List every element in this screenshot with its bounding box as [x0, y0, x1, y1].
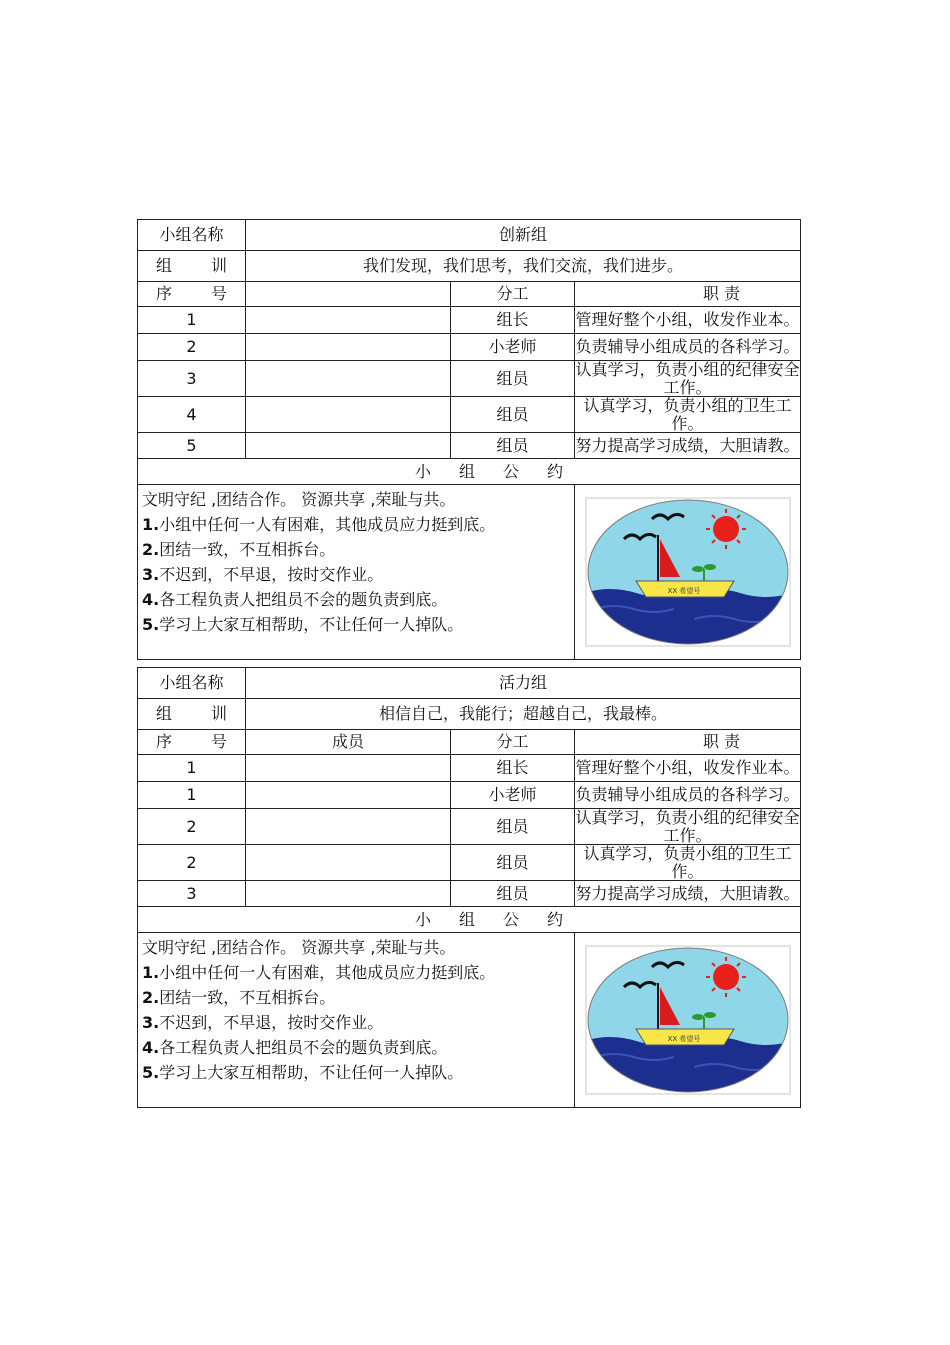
row-seq: 1 — [138, 782, 246, 809]
pact-item — [142, 512, 570, 537]
pact-item — [142, 960, 570, 985]
group-card — [137, 219, 801, 660]
emblem-cell — [575, 485, 801, 660]
pact-item-number: 5. — [142, 615, 160, 635]
row-duty: 认真学习，负责小组的卫生工作。 — [575, 845, 801, 881]
pact-item-number: 4. — [142, 1038, 160, 1058]
pact-title-char: 约 — [547, 462, 564, 482]
pact-item-number: 2. — [142, 540, 160, 560]
row-duty: 负责辅导小组成员的各科学习。 — [575, 782, 801, 809]
table-row — [138, 755, 801, 782]
row-role: 小老师 — [451, 334, 575, 361]
group-name: 创新组 — [246, 220, 801, 251]
row-role: 组员 — [451, 881, 575, 907]
pact-item-text: 小组中任何一人有困难，其他成员应力挺到底。 — [159, 515, 496, 535]
group-name-label: 小组名称 — [138, 220, 246, 251]
group-name-row — [138, 220, 801, 251]
row-seq: 4 — [138, 397, 246, 433]
table-header-row — [138, 730, 801, 755]
row-seq: 2 — [138, 809, 246, 845]
row-member — [246, 881, 451, 907]
group-name-label: 小组名称 — [138, 668, 246, 699]
pact-title-row — [138, 907, 801, 933]
pact-item-text: 小组中任何一人有困难，其他成员应力挺到底。 — [159, 963, 496, 983]
table-row — [138, 881, 801, 907]
pact-intro: 文明守纪 ,团结合作。 资源共享 ,荣耻与共。 — [142, 490, 456, 510]
pact-item-number: 1. — [142, 963, 160, 983]
header-role: 分工 — [451, 730, 575, 755]
header-member — [246, 282, 451, 307]
pact-item-number: 3. — [142, 565, 160, 585]
group-name-row — [138, 668, 801, 699]
pact-item-number: 4. — [142, 590, 160, 610]
pact-item — [142, 537, 570, 562]
row-role: 组长 — [451, 307, 575, 334]
motto-text: 相信自己，我能行；超越自己，我最棒。 — [246, 699, 801, 730]
pact-item-text: 学习上大家互相帮助，不让任何一人掉队。 — [159, 1063, 464, 1083]
pact-title-row — [138, 459, 801, 485]
table-row — [138, 307, 801, 334]
sprout-leaf — [704, 1012, 716, 1018]
pact-item-number: 1. — [142, 515, 160, 535]
row-role: 组员 — [451, 361, 575, 397]
group-emblem-image — [584, 497, 792, 647]
pact-content — [138, 485, 575, 660]
row-duty: 管理好整个小组，收发作业本。 — [575, 755, 801, 782]
pact-title-char: 组 — [458, 462, 475, 482]
row-role: 组长 — [451, 755, 575, 782]
table-row — [138, 397, 801, 433]
table-row — [138, 782, 801, 809]
row-seq: 2 — [138, 845, 246, 881]
pact-item — [142, 985, 570, 1010]
row-seq: 1 — [138, 755, 246, 782]
row-duty: 认真学习，负责小组的纪律安全工作。 — [575, 808, 800, 845]
boat-name: XX 希望号 — [667, 587, 700, 596]
row-seq: 2 — [138, 334, 246, 361]
pact-title-char: 公 — [503, 462, 520, 482]
row-role: 组员 — [451, 397, 575, 433]
pact-content — [138, 933, 575, 1108]
header-member: 成员 — [246, 730, 451, 755]
motto-label: 组 训 — [138, 251, 246, 282]
row-member — [246, 361, 451, 397]
pact-title-char: 小 — [414, 910, 431, 930]
pact-item-number: 3. — [142, 1013, 160, 1033]
pact-item-text: 团结一致，不互相拆台。 — [159, 988, 336, 1008]
row-duty: 努力提高学习成绩，大胆请教。 — [575, 881, 801, 907]
group-name: 活力组 — [246, 668, 801, 699]
sprout-leaf — [692, 1014, 704, 1020]
group-card — [137, 667, 801, 1108]
table-row — [138, 334, 801, 361]
pact-item-text: 各工程负责人把组员不会的题负责到底。 — [159, 590, 448, 610]
pact-item-text: 不迟到，不早退，按时交作业。 — [159, 565, 384, 585]
table-row — [138, 845, 801, 881]
header-seq: 序 号 — [138, 730, 246, 755]
pact-item-text: 各工程负责人把组员不会的题负责到底。 — [159, 1038, 448, 1058]
pact-item-number: 5. — [142, 1063, 160, 1083]
row-member — [246, 809, 451, 845]
row-member — [246, 845, 451, 881]
pact-item-text: 团结一致，不互相拆台。 — [159, 540, 336, 560]
pact-intro: 文明守纪 ,团结合作。 资源共享 ,荣耻与共。 — [142, 938, 456, 958]
header-seq: 序 号 — [138, 282, 246, 307]
header-role: 分工 — [451, 282, 575, 307]
row-role: 组员 — [451, 845, 575, 881]
sprout-leaf — [692, 566, 704, 572]
boat-name: XX 希望号 — [667, 1035, 700, 1044]
pact-title-char: 小 — [414, 462, 431, 482]
pact-title — [138, 907, 801, 933]
motto-row — [138, 251, 801, 282]
table-row — [138, 433, 801, 459]
row-duty: 认真学习，负责小组的卫生工作。 — [575, 397, 801, 433]
motto-row — [138, 699, 801, 730]
row-member — [246, 397, 451, 433]
pact-item — [142, 587, 570, 612]
row-seq: 1 — [138, 307, 246, 334]
pact-item-number: 2. — [142, 988, 160, 1008]
row-member — [246, 782, 451, 809]
pact-row — [138, 485, 801, 660]
pact-item — [142, 612, 570, 637]
motto-label: 组 训 — [138, 699, 246, 730]
row-member — [246, 334, 451, 361]
table-row — [138, 809, 801, 845]
row-member — [246, 433, 451, 459]
row-duty: 认真学习，负责小组的纪律安全工作。 — [575, 360, 800, 397]
pact-item — [142, 1060, 570, 1085]
row-role: 组员 — [451, 433, 575, 459]
sun — [713, 516, 739, 542]
row-member — [246, 307, 451, 334]
pact-item — [142, 1035, 570, 1060]
pact-title-char: 公 — [503, 910, 520, 930]
table-header-row — [138, 282, 801, 307]
row-member — [246, 755, 451, 782]
pact-item — [142, 1010, 570, 1035]
header-duty: 职 责 — [575, 282, 801, 307]
pact-item-text: 学习上大家互相帮助，不让任何一人掉队。 — [159, 615, 464, 635]
pact-item-text: 不迟到，不早退，按时交作业。 — [159, 1013, 384, 1033]
pact-title — [138, 459, 801, 485]
row-duty: 努力提高学习成绩，大胆请教。 — [575, 433, 801, 459]
emblem-cell — [575, 933, 801, 1108]
row-duty: 管理好整个小组，收发作业本。 — [575, 307, 801, 334]
sprout-leaf — [704, 564, 716, 570]
pact-row — [138, 933, 801, 1108]
table-row — [138, 361, 801, 397]
row-role: 组员 — [451, 809, 575, 845]
sun — [713, 964, 739, 990]
pact-item — [142, 562, 570, 587]
pact-title-char: 组 — [458, 910, 475, 930]
row-seq: 3 — [138, 361, 246, 397]
row-seq: 3 — [138, 881, 246, 907]
group-emblem-image — [584, 945, 792, 1095]
row-seq: 5 — [138, 433, 246, 459]
pact-title-char: 约 — [547, 910, 564, 930]
header-duty: 职 责 — [575, 730, 801, 755]
row-duty: 负责辅导小组成员的各科学习。 — [575, 334, 801, 361]
motto-text: 我们发现，我们思考，我们交流，我们进步。 — [246, 251, 801, 282]
row-role: 小老师 — [451, 782, 575, 809]
